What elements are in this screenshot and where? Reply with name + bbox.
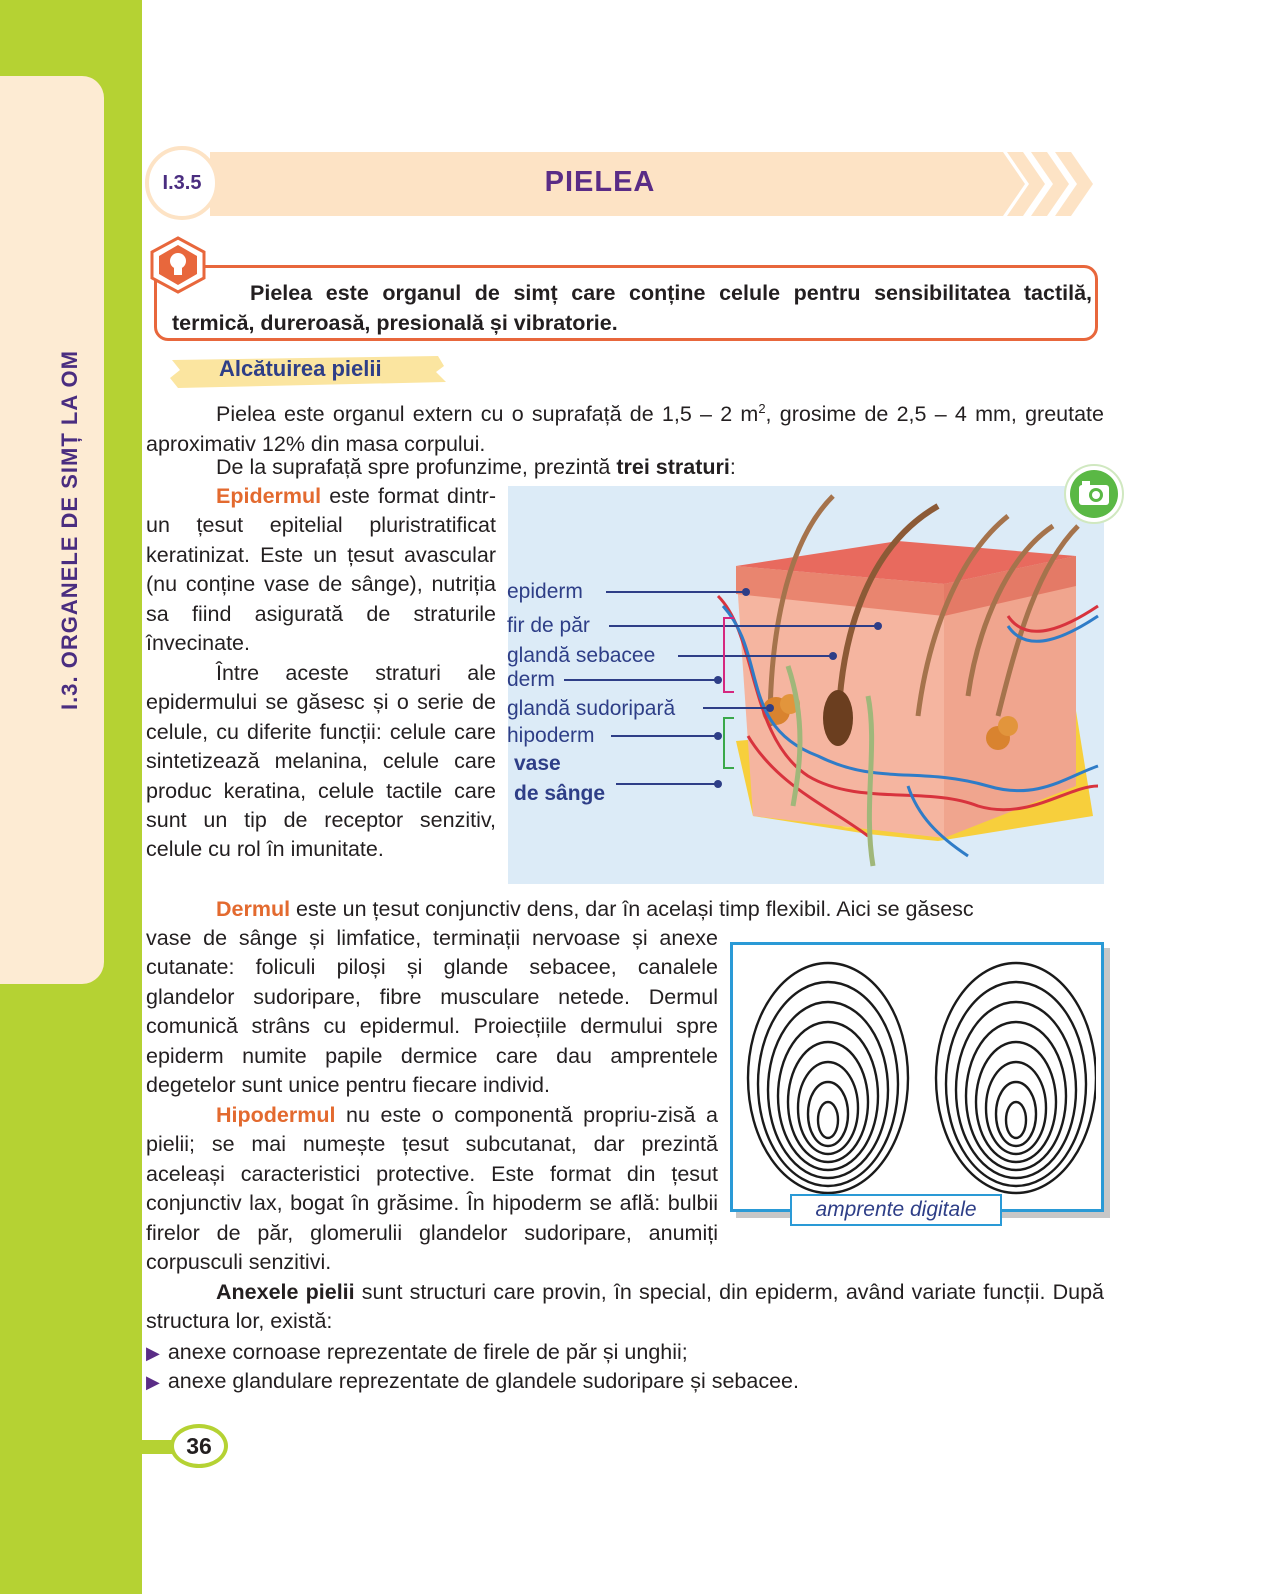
annexes-paragraph [146,1278,1104,1337]
bullet-item-1 [146,1338,1104,1368]
intro-text-b: , grosime de 2,5 – 4 mm, greutate aproximativ 12% din masa corpului. [146,402,1104,456]
epidermis-paragraph [146,482,496,658]
page-number: 36 [170,1424,228,1468]
bullet-item-2 [146,1367,1104,1397]
intro-paragraph-1 [146,394,1104,459]
label-hair: fir de păr [507,614,590,637]
dermis-text-a: este un țesut conjunctiv dens, dar în același timp flexibil. Aici se găsesc [290,897,974,921]
dermis-first-line [146,895,1104,924]
bullet-text-2: anexe glandulare reprezentate de glandele sudoripare și sebacee. [167,1369,799,1393]
sidebar-tab [0,76,104,984]
annexes-text: sunt structuri care provin, în special, din epiderm, având variate funcții. După structura lor, există: [146,1280,1104,1334]
epidermis-term: Epidermul [216,484,322,508]
dermis-paragraph: vase de sânge și limfatice, terminații nervoase și anexe cutanate: foliculi piloși și glande sebacee, canalele glandelor sudoripare, fibre musculare netede. Dermul comunică strâns cu epidermul. Proiecțiile dermului spre epiderm numite papile dermice care dau amprentele degetelor sunt unice pentru fiecare individ. [146,926,718,1098]
bullet-text-1: anexe cornoase reprezentate de firele de păr și unghii; [167,1340,688,1364]
intro-paragraph-2 [146,453,1104,482]
epidermis-cells-text: Între aceste straturi ale epidermului se găsesc și o serie de celule, cu diferite funcții: celule care sintetizează melanina, celule care produc keratina, celule tactile care sunt un tip de receptor senzitiv, celule cu rol în imunitate. [146,661,496,862]
chapter-title: ORGANELE DE SIMȚ LA OM [57,350,82,669]
label-derm: derm [507,668,555,691]
definition-text: Pielea este organul de simț care conține celule pentru sensibilitatea tactilă, termică, dureroasă, presională și vibratorie. [172,281,1092,335]
intro-superscript: 2 [758,401,766,416]
header-chevrons [985,152,1105,216]
skin-diagram [508,486,1104,884]
intro-text-a: Pielea este organul extern cu o suprafață de 1,5 – 2 m [216,402,759,427]
epidermis-cells-paragraph [146,659,496,865]
section-subtitle: Alcătuirea pielii [219,356,382,381]
chapter-number: I.3. [57,675,82,710]
hypodermis-text: nu este o componentă propriu-zisă a pielii; se mai numește țesut subcutanat, dar prezintă aceleași caracteristici protective. Este format din țesut conjunctiv lax, bogat în grăsime. În hipoderm se află: bulbii firelor de păr, glomerulii glandelor sudoripare, anumiți corpusculi senzitivi. [146,1103,718,1275]
label-vessels: vase [514,752,561,775]
fingerprint-caption: amprente digitale [815,1198,977,1221]
bullet-arrow-icon: ▶ [146,1372,160,1392]
bullet-arrow-icon: ▶ [146,1343,160,1363]
label-epiderm: epiderm [507,580,583,603]
label-hypoderm: hipoderm [507,724,595,747]
intro-text-d: : [729,455,736,479]
camera-icon[interactable] [1063,463,1125,525]
label-sweat-gland: glandă sudoripară [507,697,676,720]
label-blood: de sânge [514,782,606,805]
dermis-term: Dermul [216,897,291,921]
hypodermis-term: Hipodermul [216,1103,336,1127]
hypodermis-paragraph [146,1101,718,1277]
lesson-number: I.3.5 [145,146,219,220]
three-layers: trei straturi [616,455,730,479]
annexes-term: Anexele pielii [216,1280,355,1304]
epidermis-text: este format dintr-un țesut epitelial pluristratificat keratinizat. Este un țesut avascular (nu conține vase de sânge), nutriția sa fiind asigurată de straturile învecinate. [146,484,496,656]
label-sebaceous-gland: glandă sebacee [507,644,656,667]
intro-text-c: De la suprafață spre profunzime, prezintă [216,455,617,479]
fingerprint-image [740,950,1096,1200]
page-title: PIELEA [544,166,656,198]
